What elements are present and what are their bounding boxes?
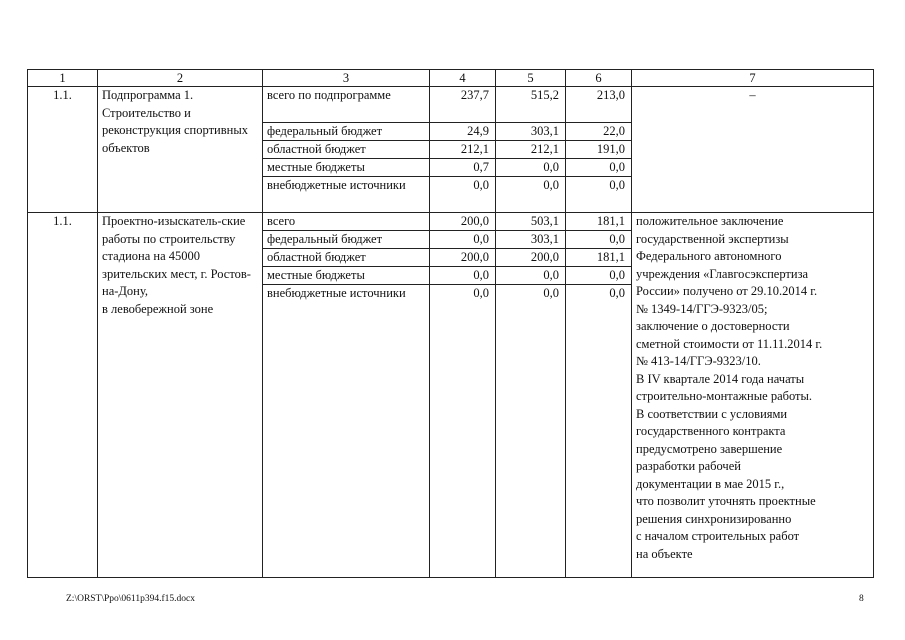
value-cell: 303,1 xyxy=(496,231,565,249)
value-cell: 212,1 xyxy=(430,141,495,159)
note-line: положительное заключение xyxy=(636,214,784,228)
funding-sources xyxy=(263,213,430,578)
funding-sources xyxy=(263,87,430,213)
note-line: Федерального автономного xyxy=(636,249,782,263)
value-cell: 237,7 xyxy=(430,87,495,123)
col5-values xyxy=(496,87,566,213)
file-path: Z:\ORST\Ppo\0611p394.f15.docx xyxy=(66,594,195,604)
col6-values xyxy=(566,213,632,578)
note-line: № 1349-14/ГГЭ-9323/05; xyxy=(636,301,768,316)
source-label: внебюджетные источники xyxy=(267,286,406,300)
source-label: областной бюджет xyxy=(263,141,429,159)
value-cell: 200,0 xyxy=(430,213,495,231)
source-label: федеральный бюджет xyxy=(263,123,429,141)
value-cell: 0,0 xyxy=(473,178,489,192)
row-name: Подпрограмма 1. Строительство и реконструкция спортивных объектов xyxy=(98,87,263,213)
value-cell: 0,0 xyxy=(566,231,631,249)
note-line: разработки рабочей xyxy=(636,459,741,473)
row-name-text: Проектно-изыскатель-ские работы по строительству стадиона на 45000 зрительских мест, г. Ростов-на-Дону, xyxy=(102,214,251,298)
value-cell: 24,9 xyxy=(430,123,495,141)
table-row xyxy=(28,87,874,213)
page-number: 8 xyxy=(859,594,864,604)
value-cell: 0,7 xyxy=(430,159,495,177)
source-label: областной бюджет xyxy=(263,249,429,267)
value-cell: 0,0 xyxy=(430,267,495,285)
header-cell: 6 xyxy=(566,70,632,87)
note-line: В IV квартале 2014 года начаты xyxy=(636,371,805,386)
header-cell: 2 xyxy=(98,70,263,87)
header-cell: 3 xyxy=(263,70,430,87)
note-line: документации в мае 2015 г., xyxy=(636,476,785,491)
header-cell: 7 xyxy=(632,70,874,87)
note-line: № 413-14/ГГЭ-9323/10. xyxy=(636,354,761,368)
row-code: 1.1. xyxy=(28,213,98,578)
value-cell: 0,0 xyxy=(543,286,559,300)
col5-values xyxy=(496,213,566,578)
value-cell: 0,0 xyxy=(566,159,631,177)
value-cell: 200,0 xyxy=(496,249,565,267)
value-cell: 22,0 xyxy=(566,123,631,141)
source-label: всего xyxy=(263,213,429,231)
value-cell: 212,1 xyxy=(496,141,565,159)
col4-values xyxy=(430,87,496,213)
row-name xyxy=(98,213,263,578)
value-cell: 181,1 xyxy=(566,249,631,267)
col6-values xyxy=(566,87,632,213)
value-cell: 0,0 xyxy=(543,178,559,192)
value-cell: 0,0 xyxy=(430,231,495,249)
value-cell: 200,0 xyxy=(430,249,495,267)
note-line: предусмотрено завершение xyxy=(636,441,783,456)
note-line: сметной стоимости от 11.11.2014 г. xyxy=(636,336,823,351)
value-cell: 0,0 xyxy=(609,286,625,300)
note-line: учреждения «Главгосэкспертиза xyxy=(636,266,809,281)
note-line: В соответствии с условиями xyxy=(636,406,788,421)
row-code: 1.1. xyxy=(28,87,98,213)
row-name-text: в левобережной зоне xyxy=(102,301,214,316)
table-row xyxy=(28,213,874,578)
note-line: на объекте xyxy=(636,546,693,561)
budget-table xyxy=(27,69,874,578)
value-cell: 213,0 xyxy=(566,87,631,123)
note-line: строительно-монтажные работы. xyxy=(636,389,813,403)
note-line: с началом строительных работ xyxy=(636,529,800,543)
header-cell: 1 xyxy=(28,70,98,87)
source-label: федеральный бюджет xyxy=(263,231,429,249)
note-line: решения синхронизированно xyxy=(636,511,792,526)
col4-values xyxy=(430,213,496,578)
value-cell: 191,0 xyxy=(566,141,631,159)
value-cell: 181,1 xyxy=(566,213,631,231)
header-cell: 4 xyxy=(430,70,496,87)
note-line: России» получено от 29.10.2014 г. xyxy=(636,284,818,298)
note-line: что позволит уточнять проектные xyxy=(636,494,816,508)
value-cell: 0,0 xyxy=(473,286,489,300)
value-cell: 0,0 xyxy=(496,267,565,285)
row-note xyxy=(632,213,874,578)
note-line: заключение о достоверности xyxy=(636,319,790,333)
source-label: всего по подпрограмме xyxy=(263,87,429,123)
row-note: – xyxy=(632,87,874,213)
source-label: местные бюджеты xyxy=(263,267,429,285)
source-label: местные бюджеты xyxy=(263,159,429,177)
value-cell: 0,0 xyxy=(496,159,565,177)
value-cell: 503,1 xyxy=(496,213,565,231)
header-cell: 5 xyxy=(496,70,566,87)
value-cell: 0,0 xyxy=(609,178,625,192)
value-cell: 0,0 xyxy=(566,267,631,285)
value-cell: 515,2 xyxy=(496,87,565,123)
note-line: государственной экспертизы xyxy=(636,231,789,246)
note-line: государственного контракта xyxy=(636,424,786,438)
source-label: внебюджетные источники xyxy=(267,178,406,192)
header-row xyxy=(28,70,874,87)
value-cell: 303,1 xyxy=(496,123,565,141)
